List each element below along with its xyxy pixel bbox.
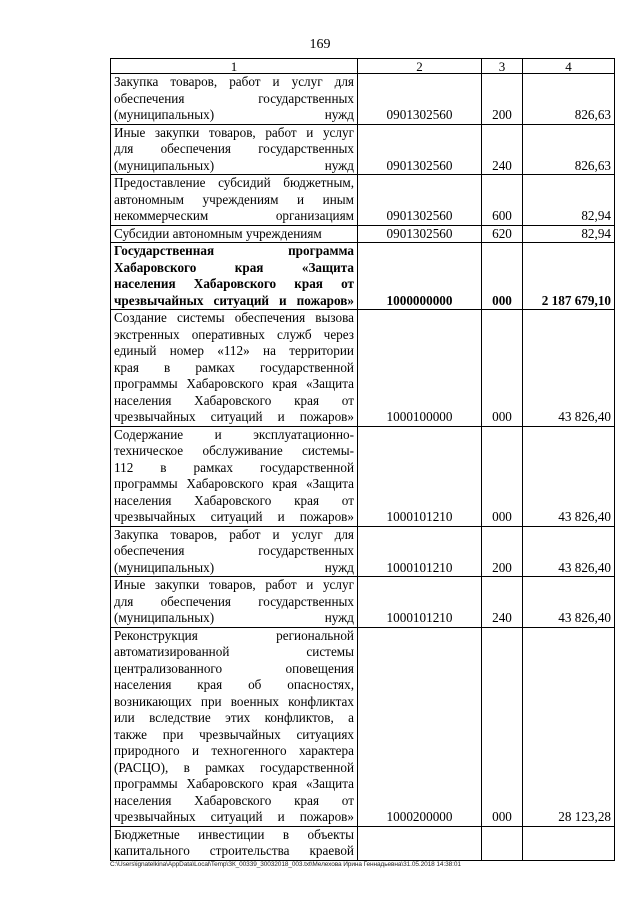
row-sum-cell: 2 187 679,10 — [523, 243, 615, 310]
row-name-line: населения Хабаровского края от — [114, 392, 354, 408]
row-name-line: Государственная программа — [114, 243, 354, 258]
row-name-cell — [111, 577, 358, 628]
file-path-footer: C:\Users\ignatelkina\AppData\Local\Temp\ЗК_00339_30032018_003.txt\Мелехова Ирина Геннадьевна\31.05.2018 14:38:01 — [110, 861, 461, 868]
column-header-sum: 4 — [523, 59, 615, 74]
row-name-line: чрезвычайных ситуаций и пожаров» — [114, 409, 354, 424]
row-name-cell — [111, 627, 358, 826]
row-name-line: техническое обслуживание системы- — [114, 443, 354, 458]
row-sum-cell — [523, 826, 615, 860]
row-name-line: единый номер «112» на территории — [114, 343, 354, 358]
table-row — [111, 526, 615, 577]
row-name-cell — [111, 526, 358, 577]
row-name-line: населения Хабаровского края от — [114, 792, 354, 808]
row-code-cell — [358, 826, 482, 860]
row-code-cell: 0901302560 — [358, 124, 482, 175]
row-name-line: автономным учреждениям и иным — [114, 191, 354, 207]
row-expense-type-cell: 240 — [482, 124, 523, 175]
row-name-line: Субсидии автономным учреждениям — [114, 225, 322, 241]
table-row — [111, 225, 615, 243]
row-name-line: некоммерческим организациям — [114, 208, 354, 223]
row-name-cell — [111, 175, 358, 226]
row-name-cell — [111, 310, 358, 427]
row-name-line: Реконструкция региональной — [114, 627, 354, 643]
column-header-name: 1 — [111, 59, 358, 74]
row-name-line: населения Хабаровского края от — [114, 492, 354, 508]
row-name-line: населения Хабаровского края от — [114, 276, 354, 291]
row-name-line: программы Хабаровского края «Защита — [114, 476, 354, 491]
table-row — [111, 310, 615, 427]
table-header-row — [111, 59, 615, 74]
row-expense-type-cell: 000 — [482, 243, 523, 310]
row-name-line: 112 в рамках государственной — [114, 459, 354, 475]
row-name-line: Предоставление субсидий бюджетным, — [114, 175, 354, 190]
row-name-line: населения края об опасностях, — [114, 677, 354, 692]
row-name-line: чрезвычайных ситуаций и пожаров» — [114, 809, 354, 824]
row-sum-cell: 43 826,40 — [523, 526, 615, 577]
row-sum-cell: 43 826,40 — [523, 310, 615, 427]
row-code-cell: 0901302560 — [358, 225, 482, 243]
row-name-line: (РАСЦО), в рамках государственной — [114, 759, 354, 775]
table-row — [111, 175, 615, 226]
row-name-line: обеспечения государственных — [114, 90, 354, 106]
row-name-line: возникающих при военных конфликтах — [114, 693, 354, 709]
row-name-line: Закупка товаров, работ и услуг для — [114, 74, 354, 89]
row-name-line: (муниципальных) нужд — [114, 107, 354, 122]
row-sum-cell: 826,63 — [523, 124, 615, 175]
row-name-line: Создание системы обеспечения вызова — [114, 310, 354, 325]
row-name-line: экстренных оперативных служб через — [114, 326, 354, 342]
row-name-line: Бюджетные инвестиции в объекты — [114, 826, 354, 842]
table-body — [111, 74, 615, 861]
row-name-line: программы Хабаровского края «Защита — [114, 376, 354, 391]
row-code-cell: 1000200000 — [358, 627, 482, 826]
row-name-line: (муниципальных) нужд — [114, 157, 354, 173]
row-code-cell: 0901302560 — [358, 74, 482, 125]
row-name-line: обеспечения государственных — [114, 543, 354, 558]
row-sum-cell: 82,94 — [523, 175, 615, 226]
row-name-line: для обеспечения государственных — [114, 141, 354, 156]
row-expense-type-cell: 000 — [482, 627, 523, 826]
column-header-code: 2 — [358, 59, 482, 74]
row-name-cell — [111, 426, 358, 526]
row-expense-type-cell: 000 — [482, 426, 523, 526]
page-number: 169 — [309, 37, 331, 52]
row-name-line: Хабаровского края «Защита — [114, 259, 354, 275]
column-header-expense-type: 3 — [482, 59, 523, 74]
row-name-cell — [111, 826, 358, 860]
row-expense-type-cell — [482, 826, 523, 860]
row-expense-type-cell: 200 — [482, 526, 523, 577]
table-row — [111, 74, 615, 125]
table-row — [111, 124, 615, 175]
row-name-line: или вследствие этих конфликтов, а — [114, 710, 354, 725]
row-code-cell: 1000000000 — [358, 243, 482, 310]
row-name-cell — [111, 74, 358, 125]
table-row — [111, 243, 615, 310]
row-code-cell: 1000101210 — [358, 526, 482, 577]
row-sum-cell: 82,94 — [523, 225, 615, 243]
row-code-cell: 0901302560 — [358, 175, 482, 226]
row-name-line: края в рамках государственной — [114, 359, 354, 375]
row-expense-type-cell: 600 — [482, 175, 523, 226]
row-expense-type-cell: 000 — [482, 310, 523, 427]
row-name-line: программы Хабаровского края «Защита — [114, 776, 354, 791]
row-name-line: также при чрезвычайных ситуациях — [114, 726, 354, 742]
row-name-line: (муниципальных) нужд — [114, 610, 354, 625]
row-name-cell — [111, 243, 358, 310]
row-code-cell: 1000101210 — [358, 577, 482, 628]
row-expense-type-cell: 620 — [482, 225, 523, 243]
table-row — [111, 826, 615, 860]
row-sum-cell: 43 826,40 — [523, 577, 615, 628]
row-code-cell: 1000101210 — [358, 426, 482, 526]
row-name-line: (муниципальных) нужд — [114, 559, 354, 575]
row-name-cell — [111, 225, 358, 243]
row-name-line: централизованного оповещения — [114, 660, 354, 676]
row-name-cell — [111, 124, 358, 175]
row-sum-cell: 43 826,40 — [523, 426, 615, 526]
row-name-line: природного и техногенного характера — [114, 743, 354, 758]
table-row — [111, 627, 615, 826]
table-row — [111, 426, 615, 526]
budget-table — [110, 58, 615, 861]
table-row — [111, 577, 615, 628]
row-name-line: автоматизированной системы — [114, 644, 354, 659]
row-name-line: капитального строительства краевой — [114, 843, 354, 858]
row-name-line: для обеспечения государственных — [114, 593, 354, 609]
row-name-line: Иные закупки товаров, работ и услуг — [114, 124, 354, 140]
row-expense-type-cell: 240 — [482, 577, 523, 628]
row-sum-cell: 826,63 — [523, 74, 615, 125]
row-name-line: Иные закупки товаров, работ и услуг — [114, 577, 354, 592]
row-code-cell: 1000100000 — [358, 310, 482, 427]
row-name-line: Закупка товаров, работ и услуг для — [114, 526, 354, 542]
row-name-line: чрезвычайных ситуаций и пожаров» — [114, 292, 354, 308]
row-sum-cell: 28 123,28 — [523, 627, 615, 826]
row-expense-type-cell: 200 — [482, 74, 523, 125]
row-name-line: Содержание и эксплуатационно- — [114, 426, 354, 442]
row-name-line: чрезвычайных ситуаций и пожаров» — [114, 509, 354, 524]
